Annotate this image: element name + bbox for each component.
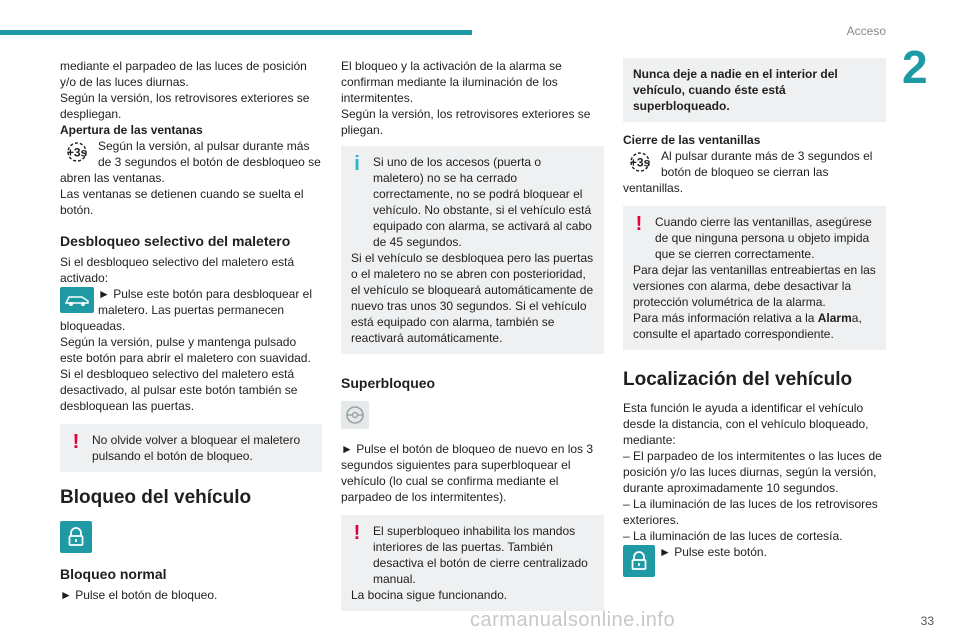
warning-text: El superbloqueo inhabilita los mandos interiores de las puertas. También desactiva el botón de cierre centralizado manual.	[373, 524, 588, 586]
info-icon: i	[354, 153, 360, 175]
info-text: Si el vehículo se desbloquea pero las puertas o el maletero no se abren con posterioridad, el vehículo se bloqueará automáticamente de nuevo tras unos 30 segundos. Si el vehículo está equipado con alarma, también se reactivará automáticamente.	[351, 251, 594, 345]
paragraph: ► Pulse el botón de bloqueo.	[60, 588, 218, 602]
watermark: carmanualsonline.info	[470, 609, 676, 631]
warning-note	[60, 424, 322, 472]
warning-text: Nunca deje a nadie en el interior del vehículo, cuando éste está superbloqueado.	[633, 67, 838, 113]
paragraph: El bloqueo y la activación de la alarma se confirman mediante la iluminación de los intermitentes.	[341, 59, 562, 105]
paragraph: Esta función le ayuda a identificar el vehículo desde la distancia, con el vehículo bloqueado, mediante:	[623, 401, 869, 447]
hold-3s-icon-label: +3s	[66, 145, 88, 160]
paragraph: Según la versión, los retrovisores exteriores se pliegan.	[341, 107, 591, 137]
column-3	[623, 58, 886, 579]
paragraph: mediante el parpadeo de las luces de posición y/o de las luces diurnas.	[60, 59, 307, 89]
column-1	[60, 58, 322, 603]
heading-vehicle-lock: Bloqueo del vehículo	[60, 487, 252, 508]
subheading-windows-open: Apertura de las ventanas	[60, 123, 203, 137]
header-accent-bar	[0, 30, 472, 35]
heading-superlock: Superbloqueo	[341, 375, 436, 391]
page-number: 33	[920, 614, 934, 628]
paragraph: Al pulsar durante más de 3 segundos el botón de bloqueo se cierran las ventanillas.	[623, 149, 873, 195]
paragraph: Según la versión, los retrovisores exteriores se despliegan.	[60, 91, 310, 121]
paragraph: Si el desbloqueo selectivo del maletero está desactivado, al pulsar este botón también se desbloquean las puertas.	[60, 367, 298, 413]
subheading-windows-close: Cierre de las ventanillas	[623, 133, 761, 147]
warning-text: Cuando cierre las ventanillas, asegúrese de que ninguna persona u objeto impida que se cierren correctamente.	[655, 215, 872, 261]
list-item: – El parpadeo de los intermitentes o las luces de posición y/o las luces diurnas, según la versión, durante aproximadamente 10 segundos.	[623, 449, 882, 495]
column-2	[341, 58, 604, 611]
warning-icon: !	[72, 431, 80, 453]
list-item: – La iluminación de las luces de cortesía.	[623, 529, 843, 543]
info-note	[341, 146, 604, 354]
warning-text: La bocina sigue funcionando.	[351, 588, 508, 602]
warning-note-bold	[623, 58, 886, 122]
warning-text: No olvide volver a bloquear el maletero pulsando el botón de bloqueo.	[92, 433, 301, 463]
section-title: Acceso	[846, 24, 886, 38]
warning-note	[623, 206, 886, 350]
subheading-normal-lock: Bloqueo normal	[60, 566, 167, 582]
info-text: Si uno de los accesos (puerta o maletero) no se ha cerrado correctamente, no se podrá bloquear el vehículo. No obstante, si el vehículo está equipado con alarma, se activará al cabo de 45 segundos.	[373, 155, 592, 249]
paragraph: Según la versión, pulse y mantenga pulsado este botón para abrir el maletero con suavidad.	[60, 335, 311, 365]
paragraph: ► Pulse este botón.	[659, 545, 767, 559]
warning-text: Para más información relativa a la Alarma, consulte el apartado correspondiente.	[633, 311, 862, 341]
paragraph: Las ventanas se detienen cuando se suelta el botón.	[60, 187, 304, 217]
paragraph: Si el desbloqueo selectivo del maletero está activado:	[60, 255, 295, 285]
hold-3s-icon	[60, 139, 94, 165]
warning-icon: !	[635, 213, 643, 235]
heading-trunk-unlock: Desbloqueo selectivo del maletero	[60, 233, 291, 249]
heading-vehicle-location: Localización del vehículo	[623, 369, 853, 390]
list-item: – La iluminación de las luces de los retrovisores exteriores.	[623, 497, 878, 527]
warning-note	[341, 515, 604, 611]
steering-wheel-icon	[341, 401, 369, 429]
trunk-icon	[60, 287, 94, 313]
hold-3s-icon-label: +3s	[629, 155, 651, 170]
paragraph: ► Pulse el botón de bloqueo de nuevo en los 3 segundos siguientes para superbloquear el vehículo (lo cual se confirma mediante el parpadeo de los intermitentes).	[341, 442, 594, 504]
lock-icon	[623, 545, 655, 577]
warning-text: Para dejar las ventanillas entreabiertas en las versiones con alarma, debe desactivar la protección volumétrica de la alarma.	[633, 263, 876, 309]
paragraph: Según la versión, al pulsar durante más de 3 segundos el botón de desbloqueo se abren las ventanas.	[60, 139, 321, 185]
warning-icon: !	[353, 522, 361, 544]
hold-3s-icon	[623, 149, 657, 175]
lock-icon	[60, 521, 92, 553]
paragraph: ► Pulse este botón para desbloquear el maletero. Las puertas permanecen bloqueadas.	[60, 287, 313, 333]
chapter-number: 2	[902, 41, 928, 93]
